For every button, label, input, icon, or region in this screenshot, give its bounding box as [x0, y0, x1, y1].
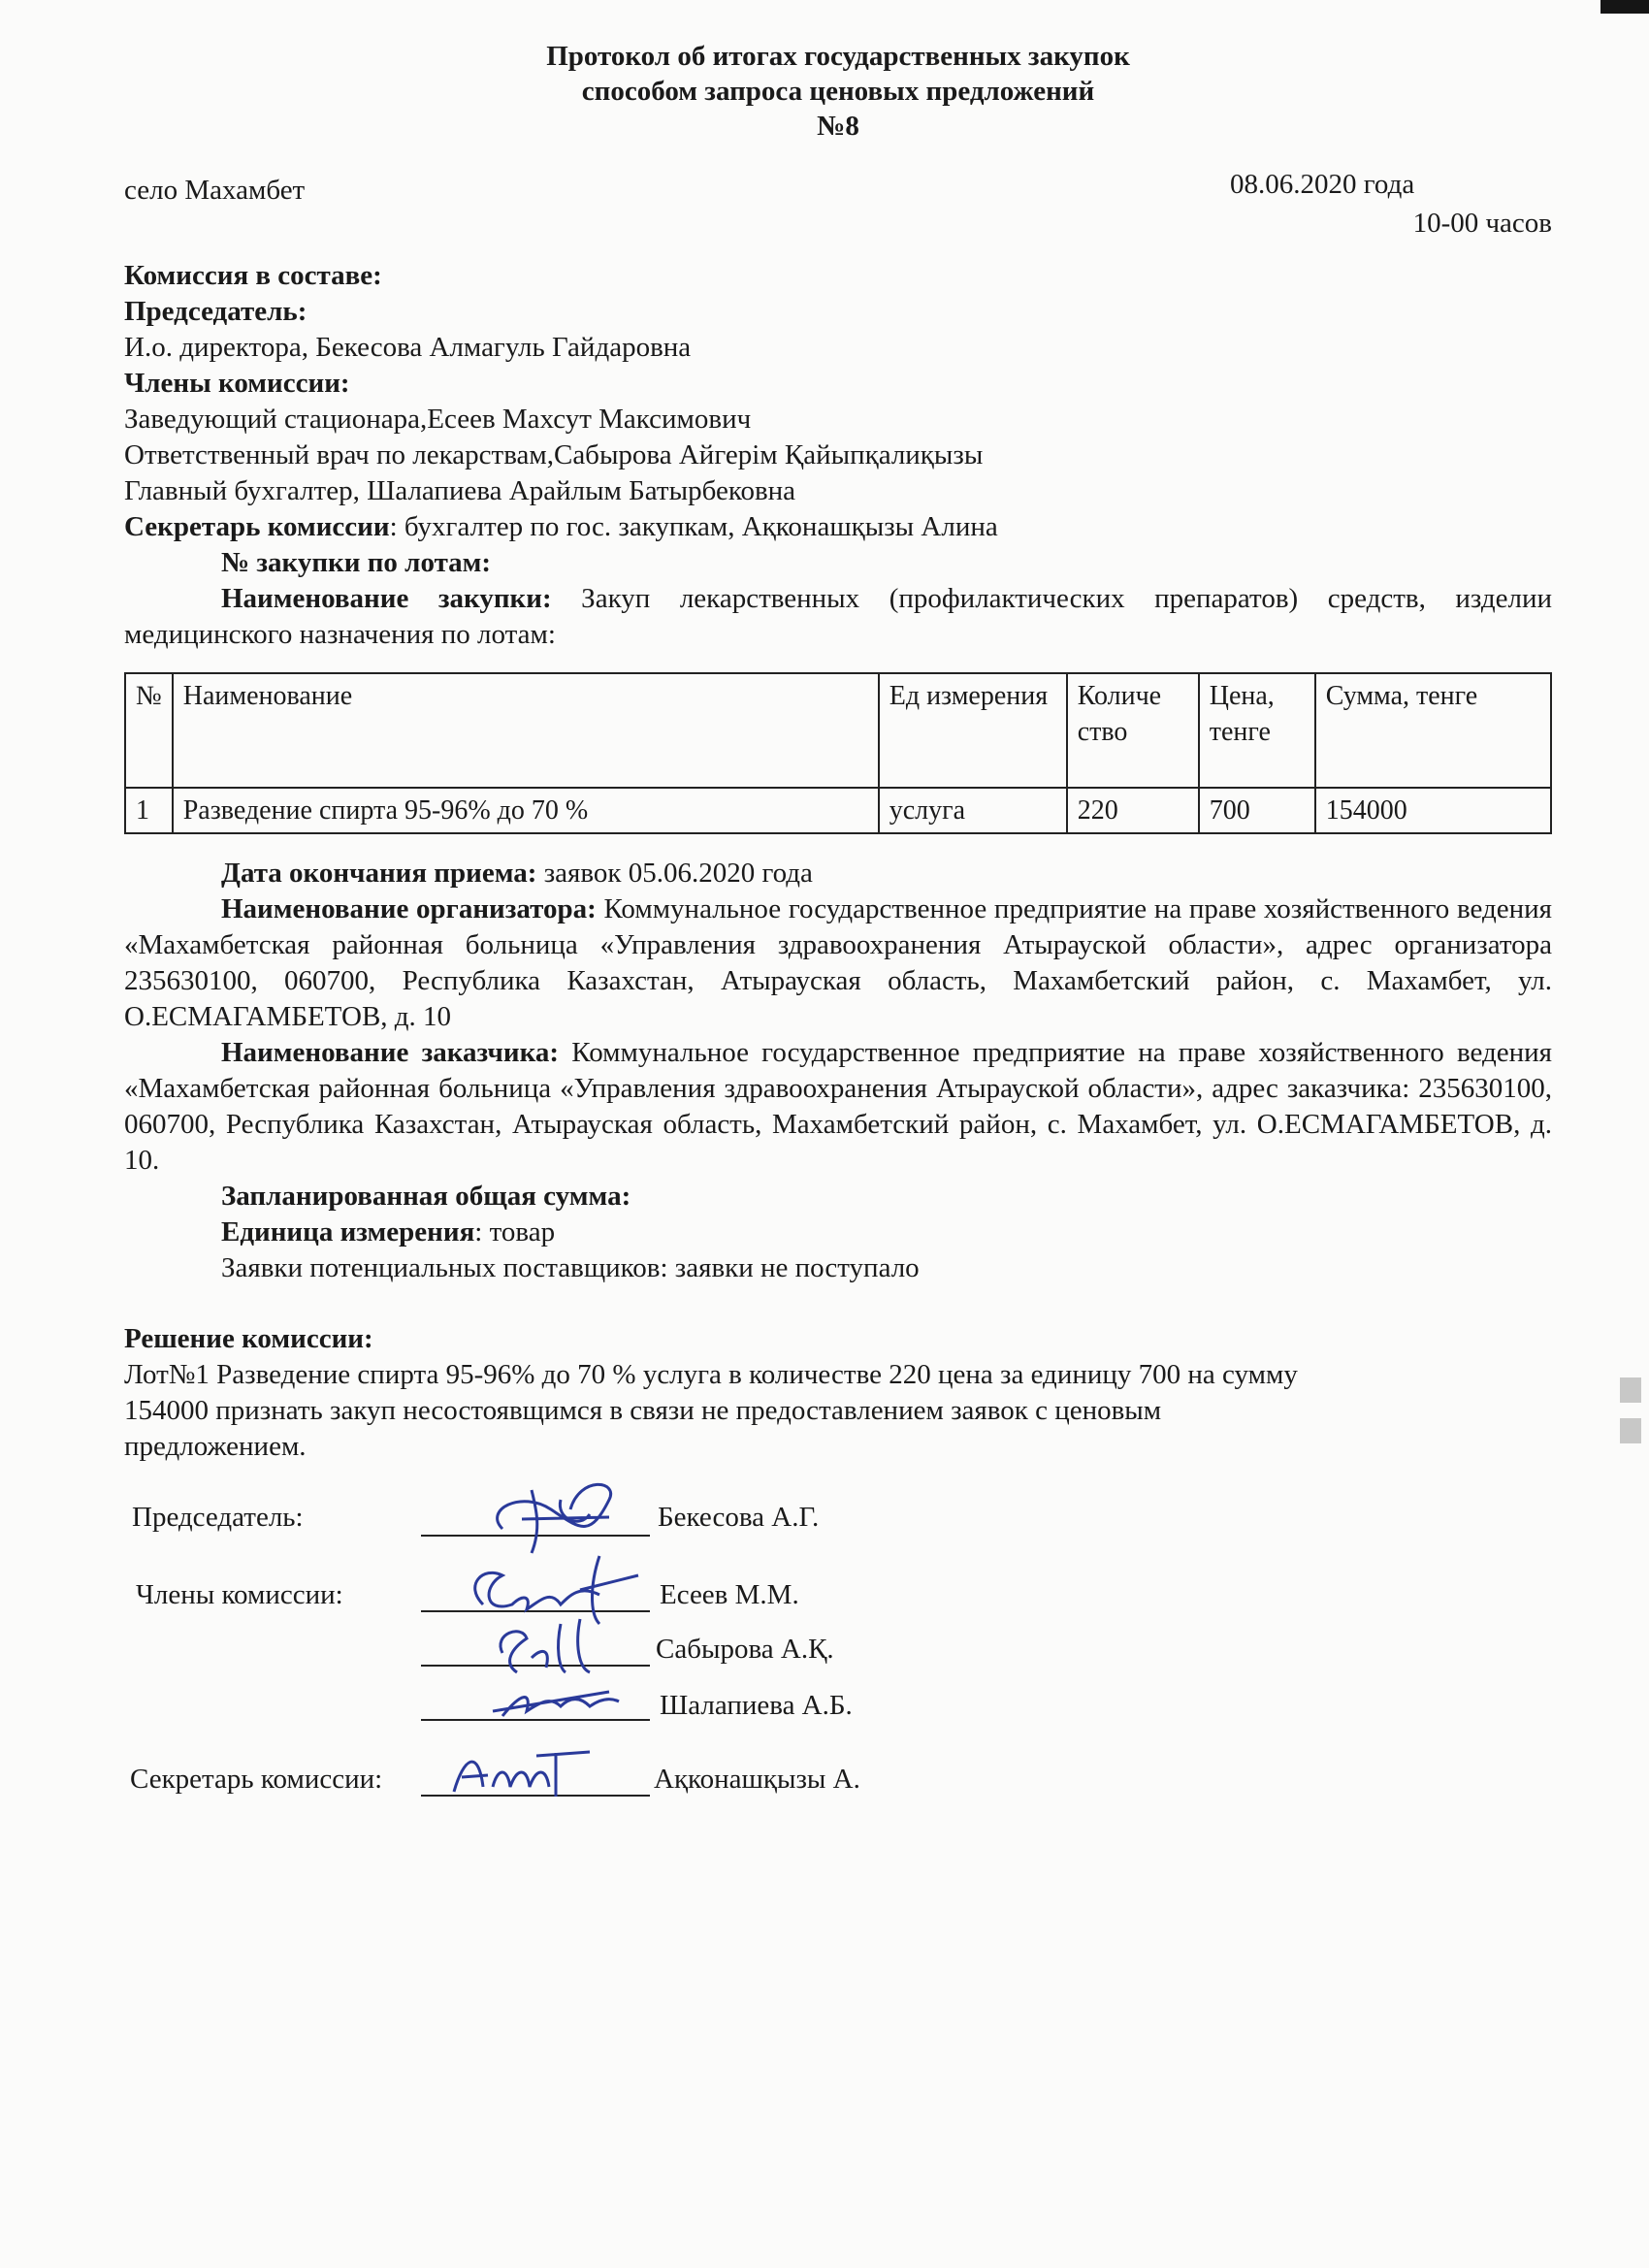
unit-label: Единица измерения: [221, 1216, 475, 1247]
table-header-row: [125, 673, 1551, 788]
chair-value: И.о. директора, Бекесова Алмагуль Гайдаровна: [124, 332, 692, 363]
secretary-value: : бухгалтер по гос. закупкам, Ақконашқызы Алина: [389, 511, 998, 542]
organizer-value: Коммунальное государственное предприятие на праве хозяйственного ведения «Махамбетская районная больница «Управления здравоохранения Атырауской области», адрес организатора 235630100, 060700, Республика Казахстан, Атырауская область, Махамбетский район, с. Махамбет, ул. О.ЕСМАГАМБЕТОВ, д. 10: [124, 893, 1552, 1032]
organizer-label: Наименование организатора:: [221, 893, 597, 924]
document-time: 10-00 часов: [1412, 208, 1552, 239]
signature-chair-image: [464, 1471, 638, 1558]
table-cell: 700: [1199, 788, 1315, 833]
unit-value: : товар: [474, 1216, 556, 1247]
unit-line: [124, 1215, 1552, 1250]
sign-member1-name: Есеев М.М.: [660, 1579, 799, 1610]
table-header-cell: №: [125, 673, 173, 788]
sign-chair-label: Председатель:: [132, 1502, 304, 1533]
planned-sum-label: Запланированная общая сумма:: [221, 1181, 631, 1212]
table-header-cell: Сумма, тенге: [1315, 673, 1551, 788]
document-date: 08.06.2020 года: [1230, 169, 1415, 200]
sign-member2-name: Сабырова А.Қ.: [656, 1634, 834, 1665]
scan-corner-mark: [1600, 0, 1649, 14]
table-cell: 1: [125, 788, 173, 833]
document-page: [124, 39, 1552, 1820]
chair-label: Председатель:: [124, 296, 307, 327]
secretary-label: Секретарь комиссии: [124, 511, 390, 542]
procurement-name-value: Закуп лекарственных (профилактических препаратов) средств, изделии медицинского назначения по лотам:: [124, 583, 1552, 650]
sign-secretary-label: Секретарь комиссии:: [130, 1764, 383, 1795]
procurement-name: [124, 581, 1552, 653]
member-item: Главный бухгалтер, Шалапиева Арайлым Батырбековна: [124, 475, 796, 506]
table-header-cell: Цена, тенге: [1199, 673, 1315, 788]
member-item: Ответственный врач по лекарствам,Сабырова Айгерім Қайыпқалиқызы: [124, 439, 984, 470]
customer-label: Наименование заказчика:: [221, 1037, 560, 1068]
customer-value: Коммунальное государственное предприятие на праве хозяйственного ведения «Махамбетская районная больница «Управления здравоохранения Атырауской области», адрес заказчика: 235630100, 060700, Республика Казахстан, Атырауская область, Махамбетский район, с. Махамбет, ул. О.ЕСМАГАМБЕТОВ, д. 10.: [124, 1037, 1552, 1176]
bids-line: Заявки потенциальных поставщиков: заявки не поступало: [221, 1252, 920, 1283]
organizer-paragraph: [124, 891, 1552, 1035]
sign-secretary-name: Ақконашқызы А.: [654, 1764, 860, 1795]
commission-heading: Комиссия в составе:: [124, 260, 382, 291]
scan-edge-mark: [1620, 1377, 1641, 1403]
table-cell: 154000: [1315, 788, 1551, 833]
secretary-line: [124, 509, 1552, 545]
table-cell: Разведение спирта 95-96% до 70 %: [173, 788, 879, 833]
table-header-cell: Ед измерения: [879, 673, 1067, 788]
scan-edge-mark: [1620, 1418, 1641, 1443]
member-item: Заведующий стационара,Есеев Махсут Максимович: [124, 404, 752, 435]
table-cell: 220: [1067, 788, 1199, 833]
procurement-name-label: Наименование закупки:: [221, 583, 552, 614]
signature-block: [124, 1490, 1552, 1820]
title-line: способом запроса ценовых предложений: [581, 76, 1095, 107]
sign-member3-name: Шалапиева А.Б.: [660, 1690, 853, 1721]
table-header-cell: Наименование: [173, 673, 879, 788]
deadline-value: заявок 05.06.2020 года: [536, 858, 813, 889]
members-label: Члены комиссии:: [124, 368, 350, 399]
signature-member3-image: [483, 1672, 638, 1731]
decision-text: Лот№1 Разведение спирта 95-96% до 70 % услуга в количестве 220 цена за единицу 700 на сумму: [124, 1359, 1298, 1390]
table-cell: услуга: [879, 788, 1067, 833]
lots-label: № закупки по лотам:: [221, 547, 492, 578]
signature-secretary-image: [435, 1738, 599, 1806]
customer-paragraph: [124, 1035, 1552, 1179]
decision-label: Решение комиссии:: [124, 1323, 373, 1354]
title-line: Протокол об итогах государственных закупок: [546, 41, 1130, 72]
sign-chair-name: Бекесова А.Г.: [658, 1502, 820, 1533]
place-date-row: [124, 169, 1552, 258]
lots-table: [124, 672, 1552, 834]
sign-members-label: Члены комиссии:: [136, 1579, 343, 1610]
table-header-cell: Количе ство: [1067, 673, 1199, 788]
table-row: [125, 788, 1551, 833]
decision-text: 154000 признать закуп несостоявщимся в связи не предоставлением заявок с ценовым: [124, 1395, 1162, 1426]
deadline-line: [124, 856, 1552, 891]
decision-text: предложением.: [124, 1431, 307, 1462]
title-line: №8: [817, 111, 859, 142]
deadline-label: Дата окончания приема:: [221, 858, 537, 889]
document-title: [124, 39, 1552, 144]
place: село Махамбет: [124, 175, 306, 206]
